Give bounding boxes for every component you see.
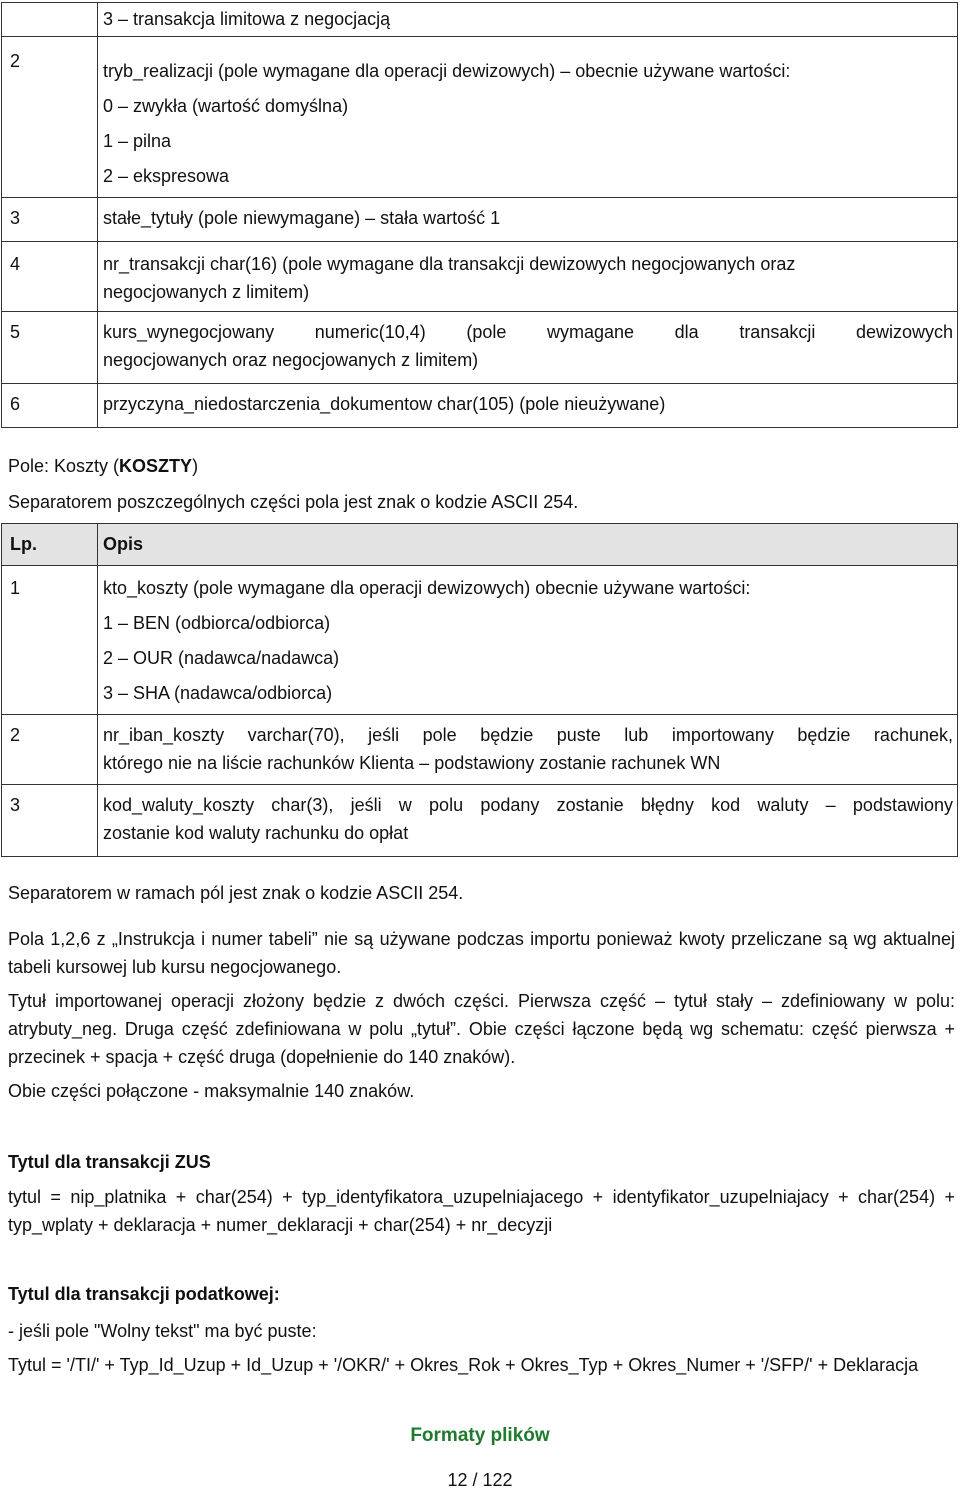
paragraph-separator: Separatorem w ramach pól jest znak o kodzie ASCII 254. [8,883,464,903]
description-line: 1 – BEN (odbiorca/odbiorca) [103,613,331,633]
row-number: 3 [10,208,21,228]
description-line: kto_koszty (pole wymagane dla operacji dewizowych) obecnie używane wartości: [103,578,751,598]
row-description [98,37,958,198]
paragraph-max-length: Obie części połączone - maksymalnie 140 znaków. [8,1081,415,1101]
paragraph-tytul: Tytuł importowanej operacji złożony będzie z dwóch części. Pierwsza część – tytuł stały – zdefiniowany w polu: atrybuty_neg. Druga część zdefiniowana w polu „tytuł”. Obie części łączone będą wg schematu: część pierwsza + przecinek + spacja + część druga (dopełnienie do 140 znaków). [8,991,955,1067]
row-number: 2 [10,51,21,71]
zus-formula: tytul = nip_platnika + char(254) + typ_identyfikatora_uzupelniajacego + identyfikator_uzupelniajacy + char(254) + typ_wplaty + deklaracja + numer_deklaracji + char(254) + nr_decyzji [8,1187,955,1235]
table-row [2,3,958,37]
description-line: zostanie kod waluty rachunku do opłat [103,823,409,843]
tax-heading: Tytul dla transakcji podatkowej: [8,1284,280,1304]
row-number: 3 [10,795,21,815]
row-number [2,3,98,37]
description-line: kod_waluty_koszty char(3), jeśli w polu podany zostanie błędny kod waluty – podstawiony [103,795,953,815]
description-line: kurs_wynegocjowany numeric(10,4) (pole wymagane dla transakcji dewizowych [103,322,953,342]
fields-table-continued [1,2,958,428]
table-row [2,715,958,785]
footer-section-title: Formaty plików [410,1425,550,1446]
header-lp: Lp. [10,534,37,554]
description-line: 0 – zwykła (wartość domyślna) [103,96,349,116]
row-description [98,715,958,785]
description-line: którego nie na liście rachunków Klienta – podstawiony zostanie rachunek WN [103,753,721,773]
description-line: tryb_realizacji (pole wymagane dla operacji dewizowych) – obecnie używane wartości: [103,61,791,81]
row-number: 2 [10,725,21,745]
description-line: 2 – ekspresowa [103,166,230,186]
description-line: nr_iban_koszty varchar(70), jeśli pole będzie puste lub importowany będzie rachunek, [103,725,953,745]
table-row [2,384,958,428]
row-description [98,198,958,242]
row-description [98,242,958,312]
row-description [98,566,958,715]
description-line: 2 – OUR (nadawca/nadawca) [103,648,340,668]
field-title: Pole: Koszty (KOSZTY) [8,456,199,476]
row-description [98,785,958,857]
row-number: 4 [10,254,21,274]
tax-formula: Tytul = '/TI/' + Typ_Id_Uzup + Id_Uzup + '/OKR/' + Okres_Rok + Okres_Typ + Okres_Numer + '/SFP/' + Deklaracja [8,1355,919,1375]
table-row [2,198,958,242]
table-header-row [2,524,958,566]
row-description [98,312,958,384]
description-line: 3 – SHA (nadawca/odbiorca) [103,683,333,703]
description-line: nr_transakcji char(16) (pole wymagane dla transakcji dewizowych negocjowanych oraz [103,254,796,274]
table-row [2,312,958,384]
description-line: przyczyna_niedostarczenia_dokumentow char(105) (pole nieużywane) [103,394,666,414]
table-row [2,242,958,312]
koszty-table [1,523,958,857]
table-row [2,785,958,857]
description-line: 1 – pilna [103,131,172,151]
header-opis: Opis [103,534,144,554]
description-line: stałe_tytuły (pole niewymagane) – stała wartość 1 [103,208,501,228]
table-row [2,37,958,198]
row-number: 6 [10,394,21,414]
row-number: 5 [10,322,21,342]
description-line: negocjowanych z limitem) [103,282,310,302]
zus-heading: Tytul dla transakcji ZUS [8,1152,211,1172]
row-description [98,3,958,37]
separator-note: Separatorem poszczególnych części pola jest znak o kodzie ASCII 254. [8,492,579,512]
field-code: KOSZTY [119,456,193,476]
description-line: 3 – transakcja limitowa z negocjacją [103,9,391,29]
description-line: negocjowanych oraz negocjowanych z limitem) [103,350,479,370]
page-number: 12 / 122 [447,1470,513,1490]
paragraph-pola: Pola 1,2,6 z „Instrukcja i numer tabeli” nie są używane podczas importu ponieważ kwoty przeliczane są wg aktualnej tabeli kursowej lub kursu negocjowanego. [8,929,955,977]
row-description [98,384,958,428]
row-number: 1 [10,578,21,598]
tax-note: - jeśli pole "Wolny tekst" ma być puste: [8,1321,317,1341]
table-row [2,566,958,715]
